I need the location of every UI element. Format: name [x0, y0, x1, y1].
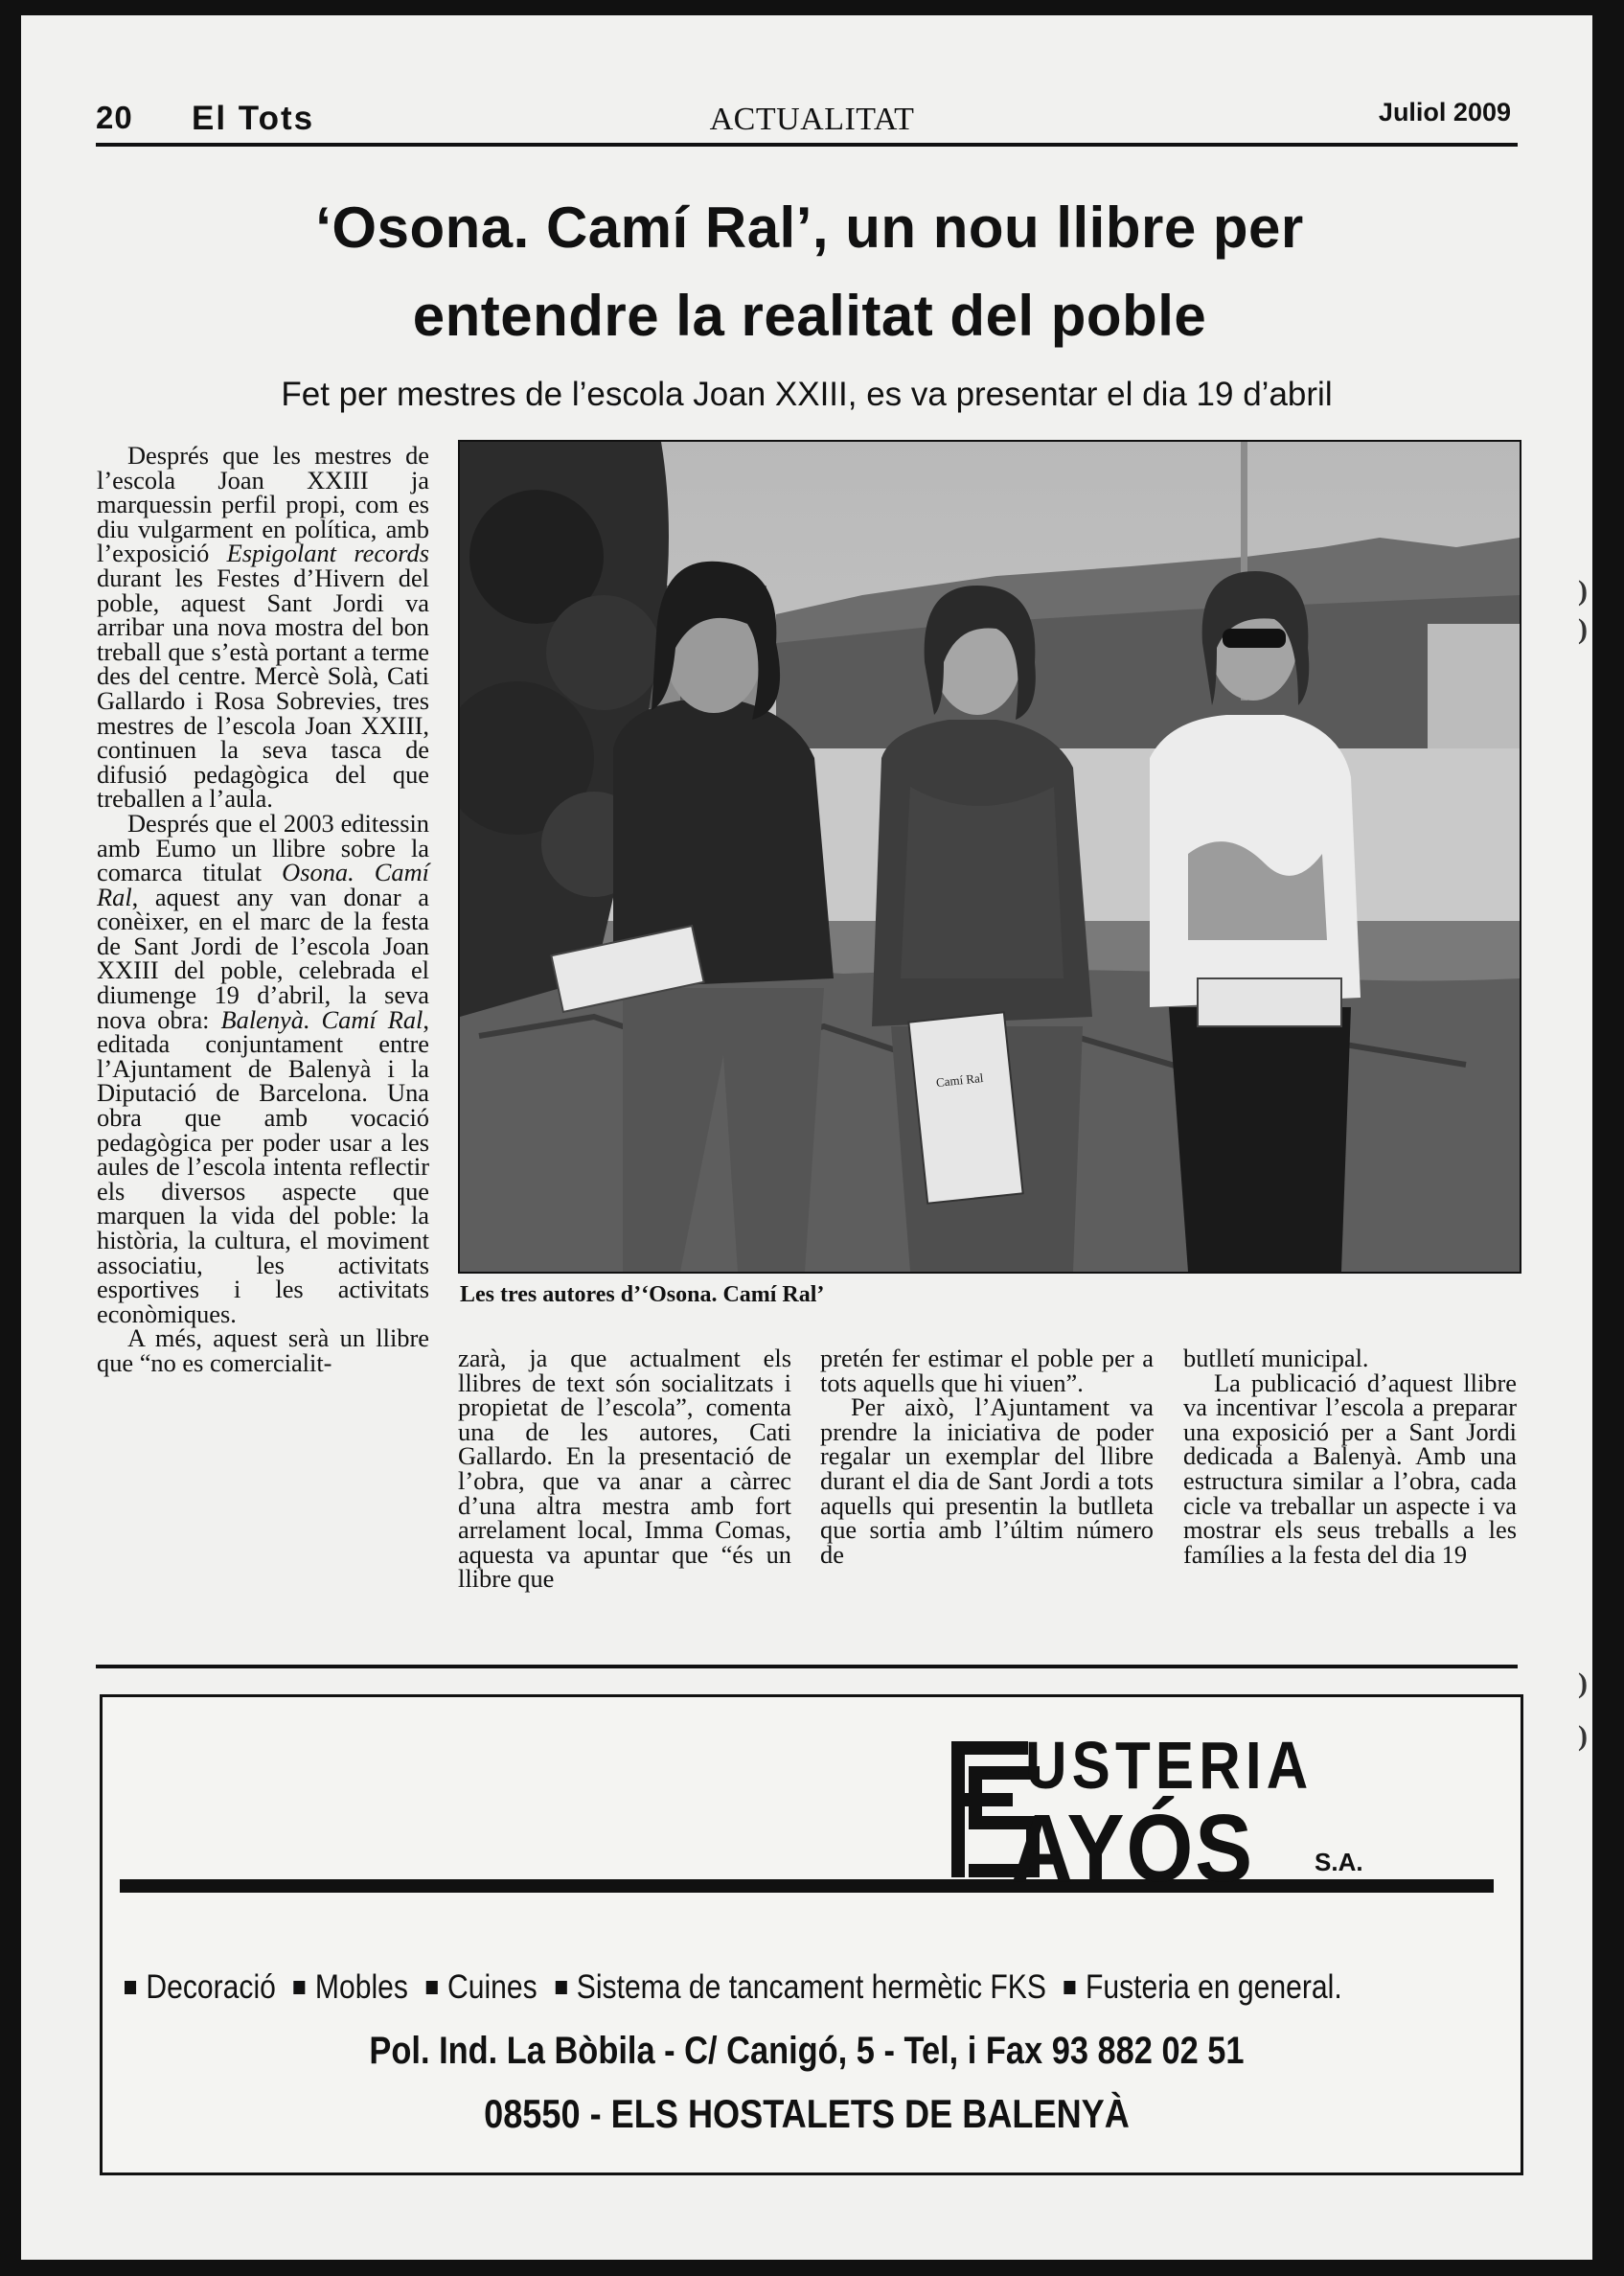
subheadline: Fet per mestres de l’escola Joan XXIII, es va presentar el dia 19 d’abril [281, 376, 1333, 413]
bullet-square-icon [555, 1981, 566, 1994]
header-rule [96, 143, 1518, 147]
service-item: Sistema de tancament hermètic FKS [576, 1968, 1046, 2006]
binding-mark: ) [1578, 1667, 1588, 1699]
binding-mark: ) [1578, 575, 1588, 607]
paragraph: La publicació d’aquest llibre va incentivar l’escola a preparar una exposició per a Sant Jordi dedicada a Balenyà. Amb una estructura similar a l’obra, cada cicle va treballar un aspecte i va mostrar els seus treballs a les famílies a la festa del dia 19 [1183, 1368, 1517, 1569]
service-item: Decoració [146, 1968, 276, 2006]
paragraph: Després que les mestres de l’escola Joan XXIII ja marquessin perfil propi, com es diu vulgarment en política, amb l’exposició Espigolant records durant les Festes d’Hivern del poble, aquest Sant Jordi va arribar una nova mostra del bon treball que s’està portant a terme des del centre. Mercè Solà, Cati Gallardo i Rosa Sobrevies, tres mestres de l’escola Joan XXIII, continuen la seva tasca de difusió pedagògica del que treballen a l’aula. [97, 441, 429, 814]
paragraph: Per això, l’Ajuntament va prendre la iniciativa de poder regalar un exemplar del llibre durant el dia de Sant Jordi a tots aquells qui presentin la butlleta que sortia amb l’últim número de [820, 1392, 1154, 1569]
headline-line-2: entendre la realitat del poble [412, 284, 1207, 348]
article-column-4 [1183, 1346, 1517, 1567]
page-number: 20 [96, 100, 133, 135]
photo-three-authors [460, 442, 1520, 1272]
binding-mark: ) [1578, 613, 1588, 645]
photo-caption: Les tres autores d’‘Osona. Camí Ral’ [460, 1282, 825, 1307]
article-bottom-rule [96, 1665, 1518, 1668]
binding-mark: ) [1578, 1720, 1588, 1752]
service-item: Fusteria en general. [1085, 1968, 1342, 2006]
ad-logo-suffix: S.A. [1315, 1848, 1363, 1876]
article-photo [458, 440, 1521, 1274]
magazine-name: El Tots [192, 100, 315, 137]
paragraph: A més, aquest serà un llibre que “no es comercialit- [97, 1323, 429, 1377]
section-title: ACTUALITAT [709, 102, 915, 137]
paragraph: zarà, ja que actualment els llibres de text són socialitzats i propietat de l’escola”, comenta una de les autores, Cati Gallardo. En la presentació de l’obra, que va anar a càrrec d’una altra mestra amb fort arrelament local, Imma Comas, aquesta va apuntar que “és un llibre que [458, 1344, 791, 1594]
article-column-1 [97, 441, 429, 1377]
ad-address: Pol. Ind. La Bòbila - C/ Canigó, 5 - Tel, i Fax 93 882 02 51 [369, 2030, 1245, 2072]
paragraph: pretén fer estimar el poble per a tots aquells que hi viuen”. [820, 1344, 1154, 1397]
service-item: Mobles [314, 1968, 408, 2006]
bullet-square-icon [294, 1981, 306, 1994]
ad-services-list [125, 1968, 1342, 2007]
ad-town: 08550 - ELS HOSTALETS DE BALENYÀ [484, 2091, 1130, 2136]
bullet-square-icon [1064, 1981, 1076, 1994]
article-column-3 [820, 1346, 1154, 1567]
bullet-square-icon [125, 1981, 136, 1994]
ad-logo-line-1: USTERIA [1025, 1728, 1314, 1803]
headline-line-1: ‘Osona. Camí Ral’, un nou llibre per [315, 195, 1304, 260]
issue-date: Juliol 2009 [1378, 98, 1511, 126]
ad-logo-line-2: AYÓS [1011, 1795, 1254, 1902]
photo-book-title: Camí Ral [935, 1069, 985, 1091]
paragraph: butlletí municipal. [1183, 1344, 1369, 1372]
headline [125, 184, 1495, 360]
article-column-2 [458, 1346, 791, 1592]
bullet-square-icon [426, 1981, 438, 1994]
service-item: Cuines [447, 1968, 538, 2006]
paragraph: Després que el 2003 editessin amb Eumo un llibre sobre la comarca titulat Osona. Camí Ral, aquest any van donar a conèixer, en el marc de la festa de Sant Jordi de l’escola Joan XXIII del poble, celebrada el diumenge 19 d’abril, la seva nova obra: Balenyà. Camí Ral, editada conjuntament entre l’Ajuntament de Balenyà i la Diputació de Barcelona. Una obra que amb vocació pedagògica per poder usar a les aules de l’escola intenta reflectir els diversos aspecte que marquen la vida del poble: la història, la cultura, el moviment associatiu, les activitats esportives i les activitats econòmiques. [97, 808, 429, 1328]
